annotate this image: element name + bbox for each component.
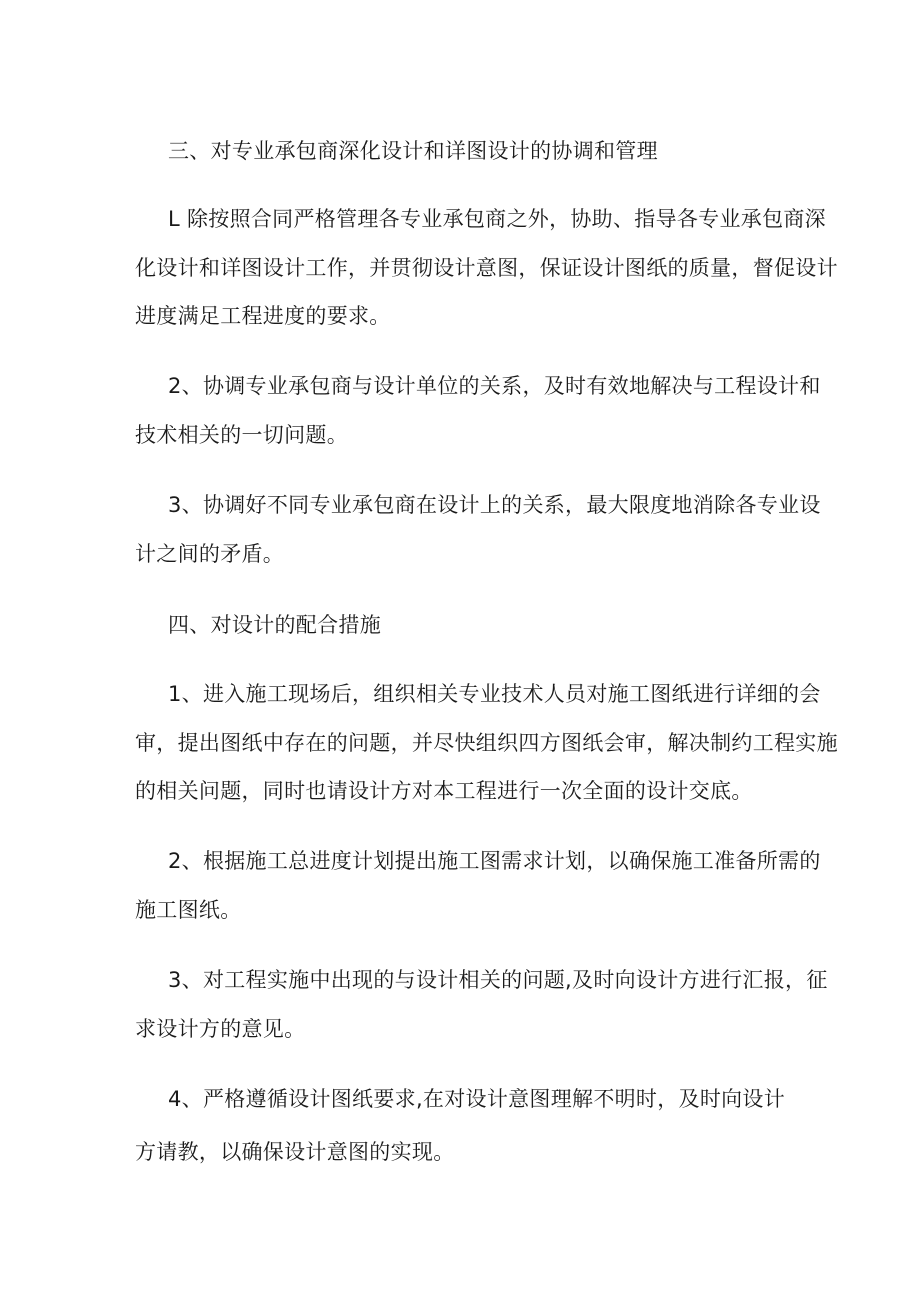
paragraph-line: 2、协调专业承包商与设计单位的关系，及时有效地解决与工程设计和 <box>168 374 821 398</box>
paragraph-line: L 除按照合同严格管理各专业承包商之外，协助、指导各专业承包商深 <box>168 207 826 231</box>
paragraph-line: 4、严格遵循设计图纸要求,在对设计意图理解不明时，及时向设计 <box>168 1087 786 1111</box>
paragraph-line: 化设计和详图设计工作，并贯彻设计意图，保证设计图纸的质量，督促设计 <box>135 256 838 280</box>
paragraph-line: 1、进入施工现场后，组织相关专业技术人员对施工图纸进行详细的会 <box>168 682 821 706</box>
paragraph-line: 施工图纸。 <box>135 898 242 922</box>
section-heading-4: 四、对设计的配合措施 <box>168 613 381 637</box>
section-heading-3: 三、对专业承包商深化设计和详图设计的协调和管理 <box>168 139 658 163</box>
paragraph-line: 进度满足工程进度的要求。 <box>135 304 391 328</box>
paragraph-line: 计之间的矛盾。 <box>135 542 285 566</box>
paragraph-line: 3、协调好不同专业承包商在设计上的关系，最大限度地消除各专业设 <box>168 493 821 517</box>
paragraph-line: 的相关问题，同时也请设计方对本工程进行一次全面的设计交底。 <box>135 779 753 803</box>
paragraph-line: 求设计方的意见。 <box>135 1017 306 1041</box>
paragraph-line: 2、根据施工总进度计划提出施工图需求计划，以确保施工准备所需的 <box>168 849 821 873</box>
paragraph-line: 审，提出图纸中存在的问题，并尽快组织四方图纸会审，解决制约工程实施 <box>135 731 838 755</box>
paragraph-line: 技术相关的一切问题。 <box>135 423 348 447</box>
paragraph-line: 方请教，以确保设计意图的实现。 <box>135 1140 455 1164</box>
paragraph-line: 3、对工程实施中出现的与设计相关的问题,及时向设计方进行汇报，征 <box>168 968 828 992</box>
